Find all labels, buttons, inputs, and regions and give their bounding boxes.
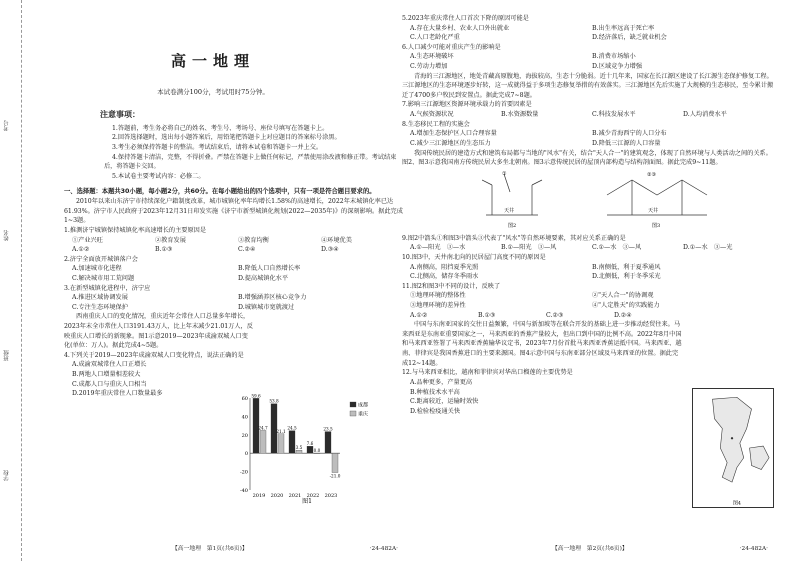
section-heading: 一、选择题：本题共30小题，每小题2分，共60分。在每小题给出的四个选项中，只有一项是符合题目要求的。: [64, 188, 376, 196]
option: C.北侧高，储存冬季雨水: [410, 273, 479, 281]
option: D.城镇城市宽就渡过: [238, 303, 295, 311]
class-label: 班级: [4, 350, 10, 361]
bar-重庆: [278, 434, 284, 453]
y-tick-label: -40: [239, 488, 248, 494]
question-8-options: [402, 129, 774, 148]
question-1-items: [22, 236, 404, 246]
question-5: 5.2023年重庆常住人口首次下降的原因可能是: [402, 15, 529, 22]
option: B.①—阳光 ③—风: [501, 244, 557, 252]
question-6-options: [402, 52, 774, 71]
option: B.水资源数量: [501, 111, 539, 119]
option: A.①—阳光 ③—水: [410, 244, 466, 252]
data-label: 7.6: [306, 441, 314, 447]
option: C.专注生态环境保护: [72, 303, 128, 311]
item: ②"天人合一"的协调观: [592, 292, 654, 300]
question-2-options: [22, 264, 404, 283]
option: A.南侧高，阻挡夏季光照: [410, 263, 479, 271]
notice-list: [22, 124, 404, 182]
figure-caption: 图1: [302, 498, 312, 505]
x-tick-label: 2022: [306, 493, 320, 499]
option: C.科技发展水平: [592, 111, 636, 119]
data-label: 3.5: [295, 445, 303, 451]
passage: 中国与东南亚国家的交往日益频繁，中国与新加坡等在联合开发的基础上进一步推动经贸往来。马来西亚是东南亚重要国家之一，马来西亚的香蕉产量较大，但出口到中国的比例不高。2022年8月中国和马来西亚签署了马来西亚香蕉输华议定书，2023年7月份首批马来西亚香蕉运抵中国。马来西亚、越南、菲律宾是我国香蕉进口的主要来源国。图4示意中国与东南亚部分区域及马来西亚的位置。据此完成12~14题。: [402, 321, 682, 367]
legend-swatch: [350, 402, 356, 407]
option: D.检验检疫通关快: [410, 407, 461, 415]
question-10-options: [402, 263, 774, 282]
option: C.①—水 ③—风: [592, 244, 642, 252]
option: B.消费市场缩小: [592, 53, 636, 61]
option: C.人口老龄化严重: [410, 34, 460, 42]
question-5-options: [402, 24, 774, 43]
passage: 我国传统民居的建造方式和建筑布局都与当地的"风水"有关，结合"天人合一"的建筑观念，体现了自然环境与人类活动之间的关系。图2、图3示意我国南方传统民居大多坐北朝南。图3示意传统民居的屋顶内部构造与结构剖面图。据此完成9~11题。: [402, 149, 772, 167]
x-tick-label: 2021: [288, 493, 302, 499]
question-2: 2.济宁全面放开城镇落户会: [64, 255, 138, 263]
notice-item: 5.本试卷主要考试内容：必修二。: [112, 172, 205, 180]
figure-4-map: [692, 388, 774, 508]
courtyard-label: 天井: [504, 207, 515, 214]
passage: 西南重庆人口的变化情况，重庆近年会常住人口总量多年增长，2023年末全市常住人口3191.43万人，比上年末减少21.01万人，反映重庆人口增长的新现象。图1示意2019—2023年成渝双城人口变化(单位：万人)。据此完成4~5题。: [64, 313, 253, 350]
bar-重庆: [296, 450, 302, 453]
footer-code: ·24-482A·: [369, 546, 398, 552]
option: B.南侧低，利于夏季通风: [592, 263, 661, 271]
data-label: 24.7: [258, 425, 268, 431]
page-title: 高一地理: [170, 52, 255, 70]
x-tick-label: 2020: [270, 493, 284, 499]
option: A.①②: [410, 311, 428, 319]
option: A.生态环境破坏: [410, 53, 454, 61]
data-label: -21.0: [329, 473, 341, 479]
option: D.③④: [321, 246, 339, 254]
notice-item: 3.考生必须保持答题卡的整洁。考试结束后，请将本试卷和答题卡一并上交。: [112, 143, 323, 151]
item: ①地理环境的整体性: [410, 292, 466, 300]
bar-成都: [325, 432, 331, 454]
notice-item: 4.保持答题卡清洁，完整，不得折叠。严禁在答题卡上做任何标记，严禁使用涂改液和修正带。考试结束后，将答题卡交回。: [104, 153, 397, 171]
courtyard-label: 天井: [648, 207, 659, 214]
option: A.品种更多，产量更高: [410, 378, 473, 386]
question-11: 11.图2和图3中不同的设计，反映了: [402, 282, 501, 290]
name-label: 姓名: [4, 230, 10, 241]
notice-item: 1.答题前，考生务必将自己的姓名、考生号、考场号、座位号填写在答题卡上。: [112, 124, 329, 132]
x-tick-label: 2023: [324, 493, 338, 499]
data-label: 21.1: [276, 428, 286, 434]
option: A.①②: [72, 246, 90, 254]
footer-page: 【高一地理 第2页(共6页)】: [552, 546, 628, 552]
option: A.气候资源状况: [410, 111, 454, 119]
data-label: 59.6: [251, 393, 261, 399]
option: A.推进区域协调发展: [72, 294, 128, 302]
option: A.成渝双城常住人口正增长: [72, 361, 147, 369]
exam-info: 本试卷满分100分，考试用时75分钟。: [157, 88, 269, 97]
question-1: 1.推测济宁城镇保持城镇化率高速增长的主要原因是: [64, 226, 207, 234]
school-label: 学校: [4, 470, 10, 481]
item: ④"人定胜天"的实践能力: [592, 302, 660, 310]
data-label: 53.8: [269, 398, 279, 404]
option: B.出生率远高于死亡率: [592, 24, 655, 32]
option: D.人均消费水平: [683, 111, 727, 119]
question-1-options: [22, 245, 404, 255]
bar-重庆: [260, 430, 266, 453]
question-9: 9.图2中箭头①和图3中箭头③代表了"风水"等自然环境要素，其对应关系正确的是: [402, 234, 626, 242]
question-3-options: [22, 293, 404, 312]
footer-page: 【高一地理 第1页(共6页)】: [172, 546, 248, 552]
passage: 2010年以来山东济宁市持续深化户籍制度改革，城市城镇化率年均增长1.58%的高速增长，2022年末城镇化率已达61.93%。济宁市人民政府于2023年12月31日印发实施《济宁市新型城镇化规划(2022—2035年)》的深刻影响。据此完成1~3题。: [64, 198, 403, 225]
option: C.距离较近，运输时效快: [410, 398, 479, 406]
option: A.加速城市化进程: [72, 265, 122, 273]
option: B.①③: [155, 246, 173, 254]
option: D.①—水 ③—光: [683, 244, 733, 252]
question-11-options: [402, 311, 682, 321]
figure-1-chart: [232, 390, 382, 506]
question-4-options: [22, 360, 254, 398]
option: C.解决城市用工荒问题: [72, 274, 135, 282]
svg-text:①: ①: [502, 170, 507, 177]
option: C.②④: [238, 246, 256, 254]
figure-3: [602, 170, 712, 230]
question-8: 8.生态移民工程的实施会: [402, 120, 470, 128]
data-label: 24.5: [287, 425, 297, 431]
notice-item: 2.回答选择题时，选出每小题答案后，用铅笔把答题卡上对应题目的答案标号涂黑。: [112, 134, 341, 142]
question-10: 10.图3中，天井南北向的民居屋门高度不同的原因是: [402, 253, 546, 261]
option: B.增强涵养区核心竞争力: [238, 294, 307, 302]
figure-caption: 图3: [652, 222, 661, 229]
y-tick-label: -20: [239, 469, 248, 476]
y-tick-label: 60: [241, 396, 248, 402]
option: C.②③: [546, 311, 564, 319]
option: A.增加生态保护区人口合理容量: [410, 130, 497, 138]
figure-2: [482, 170, 582, 230]
item: ②教育发展: [155, 236, 186, 244]
legend-swatch: [350, 411, 356, 416]
data-label: 0.0: [313, 448, 321, 454]
binding-strip: [0, 0, 22, 561]
option: B.种植技术水平高: [410, 388, 460, 396]
passage: 青海的三江源地区，地处青藏高原腹地，海拔较高，生态十分脆弱。近十几年来，国家在长江源区建设了长江源生态保护修复工程。三江源地区的生态环境逐步好转，这一成就得益于多项生态修复举措的有效落实。三江源地区先后实施了大规模的生态移民，至今累计搬迁了4700多户牧民到安置点。据此完成7~8题。: [402, 72, 774, 99]
option: B.减少青海西宁的人口分布: [592, 130, 667, 138]
option: D.经济落后，缺乏就业机会: [592, 34, 667, 42]
option: B.两地人口增量相差较大: [72, 371, 141, 379]
option: D.降低三江源的人口容量: [592, 139, 661, 147]
question-12: 12.与马来西亚相比，越南和菲律宾对华出口榴莲的主要优势是: [402, 369, 573, 377]
option: C.劳动力增加: [410, 63, 448, 71]
option: D.提高城镇化水平: [238, 274, 289, 282]
notice-heading: 注意事项：: [100, 110, 140, 120]
option: B.①③: [478, 311, 496, 319]
data-label: 23.5: [323, 426, 333, 432]
exam-number-label: 考号: [4, 120, 10, 131]
question-3: 3.在新型城镇化进程中，济宁应: [64, 284, 151, 292]
question-6: 6.人口减少可能对重庆产生的影响是: [402, 43, 501, 51]
footer-code: ·24-482A·: [739, 546, 768, 552]
item: ③教育均衡: [238, 236, 269, 244]
bar-重庆: [332, 453, 338, 472]
option: D.北侧低，利于冬季采光: [592, 273, 661, 281]
figure-caption: 图4: [733, 500, 741, 507]
legend-label: 成都: [358, 402, 369, 409]
option: B.降低人口自然增长率: [238, 265, 301, 273]
arrow-2-icon: ②③: [647, 171, 656, 178]
y-tick-label: 0: [244, 451, 248, 458]
item: ④环境优美: [321, 236, 352, 244]
figures-2-3: [402, 170, 774, 232]
y-tick-label: 40: [241, 414, 248, 421]
question-9-options: [402, 243, 774, 253]
option: C.成都人口与重庆人口相当: [72, 380, 147, 388]
y-tick-label: 20: [241, 432, 248, 439]
option: D.②④: [614, 311, 632, 319]
option: D.2019年重庆常住人口数量最多: [72, 390, 163, 398]
bar-成都: [307, 446, 313, 453]
question-7-options: [402, 110, 774, 120]
page-2: [402, 14, 774, 552]
item: ①产业兴旺: [72, 236, 103, 244]
option: A.存在大量乡村、农业人口外出就业: [410, 24, 510, 32]
question-7: 7.影响三江源地区资源环境承载力的首要因素是: [402, 101, 532, 109]
x-tick-label: 2019: [252, 493, 266, 499]
legend-label: 重庆: [358, 411, 369, 418]
question-4: 4.下列关于2019—2023年成渝双城人口变化特点，说法正确的是: [64, 351, 244, 359]
figure-caption: 图2: [508, 222, 517, 229]
question-11-items: [402, 291, 774, 310]
option: C.减少三江源地区的生态压力: [410, 139, 491, 147]
bar-成都: [289, 431, 295, 454]
item: ③地理环境的差异性: [410, 302, 466, 310]
option: D.区域竞争力增强: [592, 63, 643, 71]
